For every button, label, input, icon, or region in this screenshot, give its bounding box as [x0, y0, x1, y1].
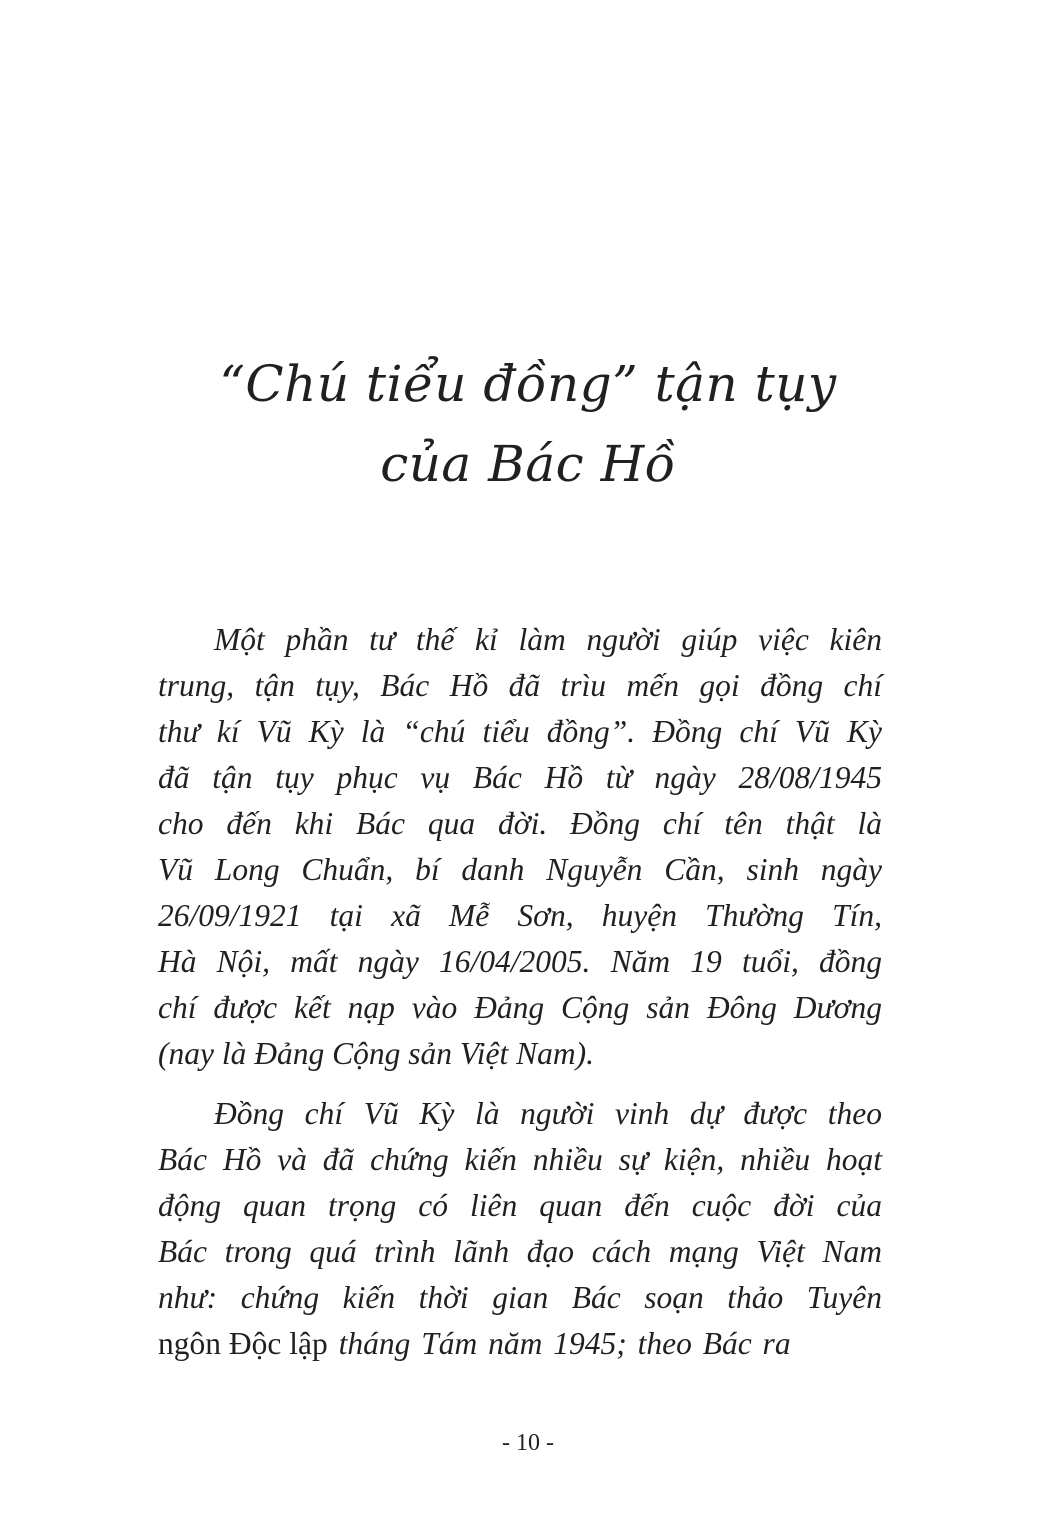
text-line: trung, tận tụy, Bác Hồ đã trìu mến gọi đồng chí	[158, 668, 882, 703]
text-line: 26/09/1921 tại xã Mễ Sơn, huyện Thường Tín,	[158, 898, 882, 933]
text-line: chí được kết nạp vào Đảng Cộng sản Đông Dương	[158, 990, 882, 1025]
text-line: cho đến khi Bác qua đời. Đồng chí tên thật là	[158, 806, 882, 841]
text-line: Đồng chí Vũ Kỳ là người vinh dự được theo	[214, 1096, 882, 1131]
text-line: (nay là Đảng Cộng sản Việt Nam).	[158, 1036, 595, 1071]
text-line: Bác trong quá trình lãnh đạo cách mạng Việt Nam	[158, 1234, 882, 1269]
text-line: thư kí Vũ Kỳ là “chú tiểu đồng”. Đồng chí Vũ Kỳ	[158, 714, 882, 749]
page-number: - 10 -	[502, 1430, 554, 1456]
text-line: Một phần tư thế kỉ làm người giúp việc kiên	[214, 622, 882, 657]
text-line: đã tận tụy phục vụ Bác Hồ từ ngày 28/08/1945	[158, 760, 882, 795]
text-line: động quan trọng có liên quan đến cuộc đời của	[158, 1188, 882, 1223]
italic-text: tháng Tám năm 1945; theo Bác ra	[327, 1326, 791, 1361]
chapter-title-line-2: của Bác Hồ	[380, 435, 676, 493]
text-line: Bác Hồ và đã chứng kiến nhiều sự kiện, nhiều hoạt	[158, 1142, 882, 1177]
text-line: Vũ Long Chuẩn, bí danh Nguyễn Cần, sinh ngày	[158, 852, 882, 887]
upright-text: ngôn Độc lập	[158, 1326, 328, 1361]
text-line	[158, 1321, 882, 1367]
chapter-title-line-1: “Chú tiểu đồng” tận tụy	[219, 355, 837, 413]
text-line: Hà Nội, mất ngày 16/04/2005. Năm 19 tuổi, đồng	[158, 944, 882, 979]
text-line: như: chứng kiến thời gian Bác soạn thảo Tuyên	[158, 1280, 882, 1315]
